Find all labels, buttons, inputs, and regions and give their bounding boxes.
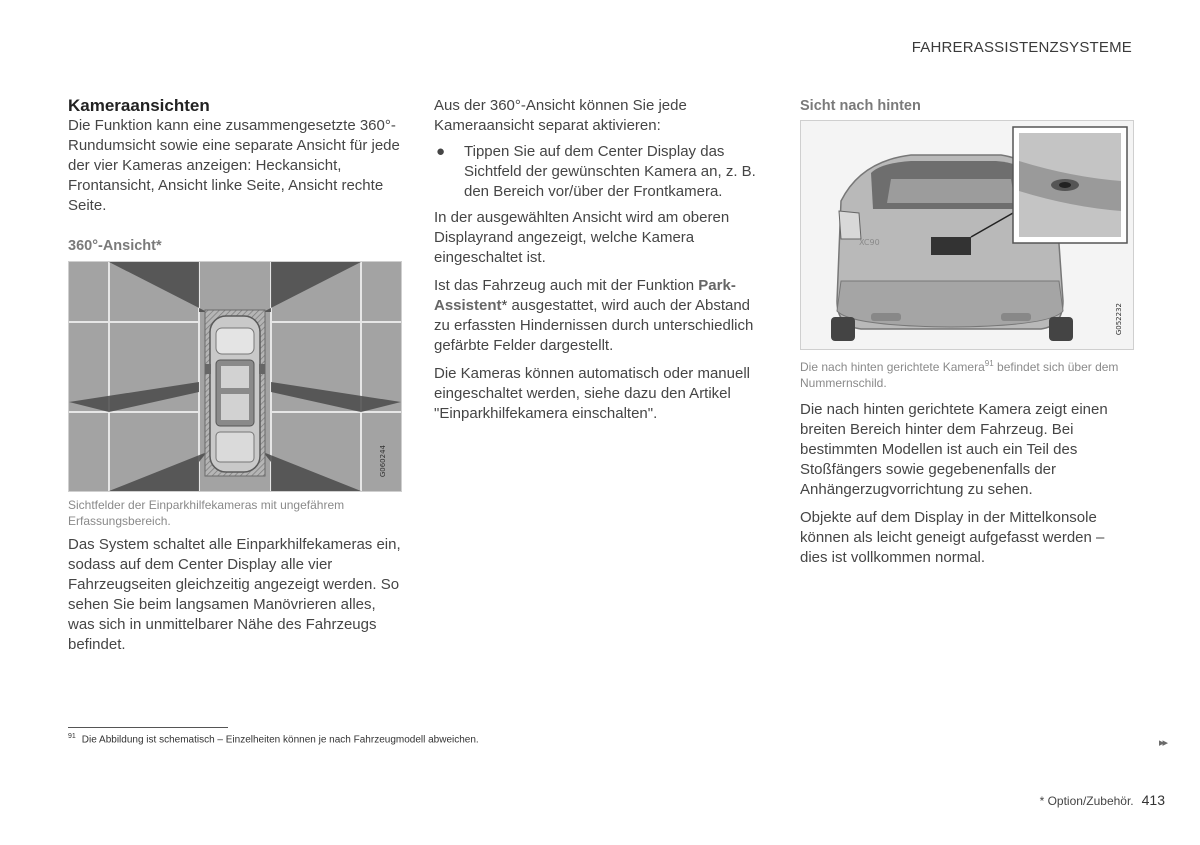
footnote-ref[interactable]: 91	[984, 359, 994, 368]
paragraph-1: Die nach hinten gerichtete Kamera zeigt einen breiten Bereich hinter dem Fahrzeug. Bei bestimmten Modellen ist auch ein Teil des Stoßfängers sowie gegebenenfalls der Anhängerzugvorrichtung zu sehen.	[800, 401, 1108, 498]
footnote-divider	[68, 727, 228, 728]
bullet-text: Tippen Sie auf dem Center Display das Sichtfeld der gewünschten Kamera an, z. B. den Bereich vor/über der Frontkamera.	[464, 143, 756, 200]
figure-360-view	[68, 261, 402, 492]
column-left	[68, 96, 404, 655]
running-header: FAHRERASSISTENZSYSTEME	[911, 39, 1132, 56]
intro-paragraph: Die Funktion kann eine zusammengesetzte 360°-Rundumsicht sowie eine separate Ansicht für jede der vier Kameras anzeigen: Heckansicht, Frontansicht, Ansicht linke Seite, Ansicht rechte Seite.	[68, 117, 400, 214]
figure-id: G052232	[1115, 302, 1123, 335]
page-number: 413	[1141, 792, 1165, 808]
car-badge: XC90	[859, 238, 880, 247]
paragraph-2: In der ausgewählten Ansicht wird am oberen Displayrand angezeigt, welche Kamera eingeschaltet ist.	[434, 209, 730, 266]
footnote	[68, 733, 479, 745]
paragraph-3-end: * ausgestattet, wird auch der Abstand zu erfassten Hindernissen durch unterschiedlich gefärbte Felder dargestellt.	[434, 297, 754, 354]
caption-start: Die nach hinten gerichtete Kamera	[800, 360, 985, 374]
continue-arrows-icon[interactable]: ▸▸	[1158, 737, 1166, 749]
park-assistent-term: Park-Assistent	[434, 277, 736, 314]
column-middle	[434, 96, 770, 424]
caption-end: befindet sich über dem Nummernschild.	[800, 360, 1119, 390]
figure-caption	[800, 356, 1134, 391]
paragraph-3-start: Ist das Fahrzeug auch mit der Funktion	[434, 277, 699, 294]
paragraph-3	[434, 276, 770, 356]
figure-rear-camera	[800, 120, 1134, 350]
body-paragraph: Das System schaltet alle Einparkhilfekameras ein, sodass auf dem Center Display alle vier Fahrzeugseiten gleichzeitig angezeigt werden. So sehen Sie beim langsamen Manövrieren alles, was sich in unmittelbarer Nähe des Fahrzeugs befindet.	[68, 536, 401, 653]
parking-top-view-illustration	[69, 262, 401, 491]
car-rear-illustration	[801, 121, 1133, 349]
figure-caption: Sichtfelder der Einparkhilfekameras mit ungefährem Erfassungsbereich.	[68, 498, 345, 528]
option-note: * Option/Zubehör.	[1039, 794, 1134, 808]
page-footer	[1040, 792, 1165, 808]
section-heading: Kameraansichten	[68, 96, 210, 115]
subheading-rear-view: Sicht nach hinten	[800, 98, 921, 114]
paragraph-4: Die Kameras können automatisch oder manuell eingeschaltet werden, siehe dazu den Artikel "Einparkhilfekamera einschalten".	[434, 365, 751, 422]
column-right	[800, 96, 1134, 568]
bullet-dot: ●	[436, 143, 446, 160]
bullet-item	[434, 142, 770, 202]
figure-id: G060244	[379, 444, 387, 477]
footnote-text: Die Abbildung ist schematisch – Einzelheiten können je nach Fahrzeugmodell abweichen.	[81, 734, 479, 746]
footnote-marker: 91	[68, 733, 76, 740]
subheading-360: 360°-Ansicht*	[68, 238, 162, 254]
paragraph-1: Aus der 360°-Ansicht können Sie jede Kameraansicht separat aktivieren:	[434, 97, 687, 134]
paragraph-2: Objekte auf dem Display in der Mittelkonsole können als leicht geneigt aufgefasst werden – dies ist vollkommen normal.	[800, 509, 1105, 566]
